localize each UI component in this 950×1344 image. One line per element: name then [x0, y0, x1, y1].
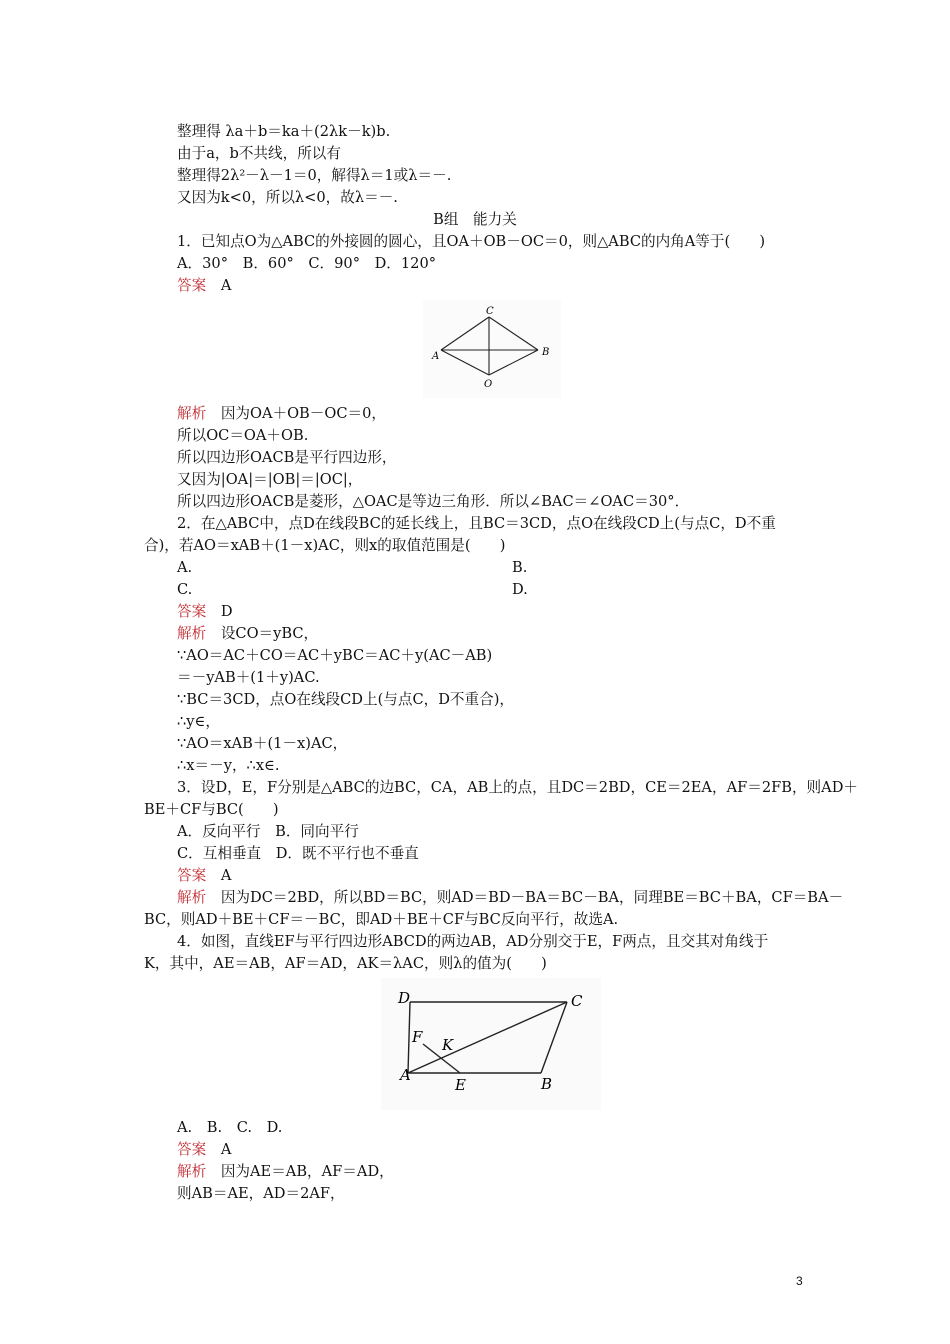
analysis-line: ∴x＝－y，∴x∈.: [177, 757, 280, 774]
answer-label: 答案: [177, 603, 207, 620]
analysis-line: 所以OC＝OA＋OB.: [177, 427, 309, 444]
label-o: O: [484, 379, 493, 390]
question-1-stem: 1．已知点O为△ABC的外接圆的圆心，且OA＋OB－OC＝0，则△ABC的内角A等于( ): [177, 233, 766, 250]
question-1-answer: [177, 276, 231, 296]
analysis-line: ＝－yAB＋(1＋y)AC.: [177, 669, 320, 686]
question-1-options: A．30° B．60° C．90° D．120°: [177, 255, 437, 272]
parallelogram-figure: [381, 978, 601, 1110]
question-3-analysis: [177, 888, 843, 908]
answer-value: D: [220, 603, 233, 620]
label-b: B: [541, 1075, 553, 1093]
question-3-options: C．互相垂直 D．既不平行也不垂直: [177, 845, 419, 862]
option-d: D.: [512, 581, 528, 598]
question-4-stem: 4．如图，直线EF与平行四边形ABCD的两边AB，AD分别交于E，F两点，且交其对角线于: [177, 933, 769, 950]
label-d: D: [398, 989, 411, 1007]
question-4-stem: K，其中，AE＝AB，AF＝AD，AK＝λAC，则λ的值为( ): [144, 955, 547, 972]
option-c: C.: [177, 581, 193, 598]
analysis-line: ∵AO＝AC＋CO＝AC＋yBC＝AC＋y(AC－AB): [177, 647, 493, 664]
analysis-line: ∵BC＝3CD，点O在线段CD上(与点C，D不重合)，: [177, 691, 514, 708]
text-line: 整理得 λa＋b＝ka＋(2λk－k)b.: [177, 123, 391, 140]
analysis-label: 解析: [177, 625, 207, 642]
analysis-text: 设CO＝yBC，: [220, 625, 319, 642]
analysis-text: 因为AE＝AB，AF＝AD，: [220, 1163, 394, 1180]
question-3-stem: 3．设D，E，F分别是△ABC的边BC，CA，AB上的点，且DC＝2BD，CE＝2EA，AF＝2FB，则AD＋: [177, 779, 858, 796]
option-a: A.: [177, 559, 193, 576]
answer-value: A: [220, 277, 232, 294]
rhombus-figure: [423, 300, 561, 398]
text-line: 由于a，b不共线，所以有: [177, 145, 341, 162]
analysis-line: 则AB＝AE，AD＝2AF，: [177, 1185, 345, 1202]
label-k: K: [442, 1036, 454, 1054]
question-1-analysis: [177, 404, 386, 424]
question-4-analysis: [177, 1162, 394, 1182]
label-c: C: [571, 992, 583, 1010]
label-a: A: [432, 351, 440, 362]
question-2-stem: 合)，若AO＝xAB＋(1－x)AC，则x的取值范围是( ): [144, 537, 506, 554]
answer-value: A: [220, 867, 232, 884]
section-title: B组 能力关: [433, 211, 517, 228]
analysis-line: BC，则AD＋BE＋CF＝－BC，即AD＋BE＋CF与BC反向平行，故选A.: [144, 911, 619, 928]
answer-value: A: [220, 1141, 232, 1158]
analysis-label: 解析: [177, 405, 207, 422]
option-b: B.: [512, 559, 528, 576]
answer-label: 答案: [177, 1141, 207, 1158]
answer-label: 答案: [177, 277, 207, 294]
answer-label: 答案: [177, 867, 207, 884]
analysis-line: ∵AO＝xAB＋(1－x)AC，: [177, 735, 348, 752]
label-c: C: [486, 306, 494, 317]
question-3-stem: BE＋CF与BC( ): [144, 801, 279, 818]
label-b: B: [542, 347, 550, 358]
analysis-line: 又因为|OA|＝|OB|＝|OC|，: [177, 471, 363, 488]
analysis-line: 所以四边形OACB是菱形，△OAC是等边三角形．所以∠BAC＝∠OAC＝30°．: [177, 493, 690, 510]
question-2-answer: [177, 602, 233, 622]
analysis-line: 所以四边形OACB是平行四边形，: [177, 449, 397, 466]
question-3-options: A．反向平行 B．同向平行: [177, 823, 359, 840]
label-f: F: [412, 1028, 423, 1046]
question-4-answer: [177, 1140, 231, 1160]
label-e: E: [455, 1076, 466, 1094]
text-line: 整理得2λ²－λ－1＝0，解得λ＝1或λ＝－.: [177, 167, 452, 184]
text-line: 又因为k<0，所以λ<0，故λ＝－.: [177, 189, 398, 206]
question-2-stem: 2．在△ABC中，点D在线段BC的延长线上，且BC＝3CD，点O在线段CD上(与点C，D不重: [177, 515, 776, 532]
question-2-analysis: [177, 624, 318, 644]
page-number: 3: [796, 1274, 803, 1288]
analysis-text: 因为OA＋OB－OC＝0，: [220, 405, 386, 422]
analysis-label: 解析: [177, 1163, 207, 1180]
analysis-line: ∴y∈，: [177, 713, 220, 730]
analysis-label: 解析: [177, 889, 207, 906]
analysis-text: 因为DC＝2BD，所以BD＝BC，则AD＝BD－BA＝BC－BA，同理BE＝BC＋BA，CF＝BA－: [220, 889, 844, 906]
question-3-answer: [177, 866, 231, 886]
question-4-options: A. B. C. D.: [177, 1119, 283, 1136]
label-a: A: [400, 1066, 411, 1084]
